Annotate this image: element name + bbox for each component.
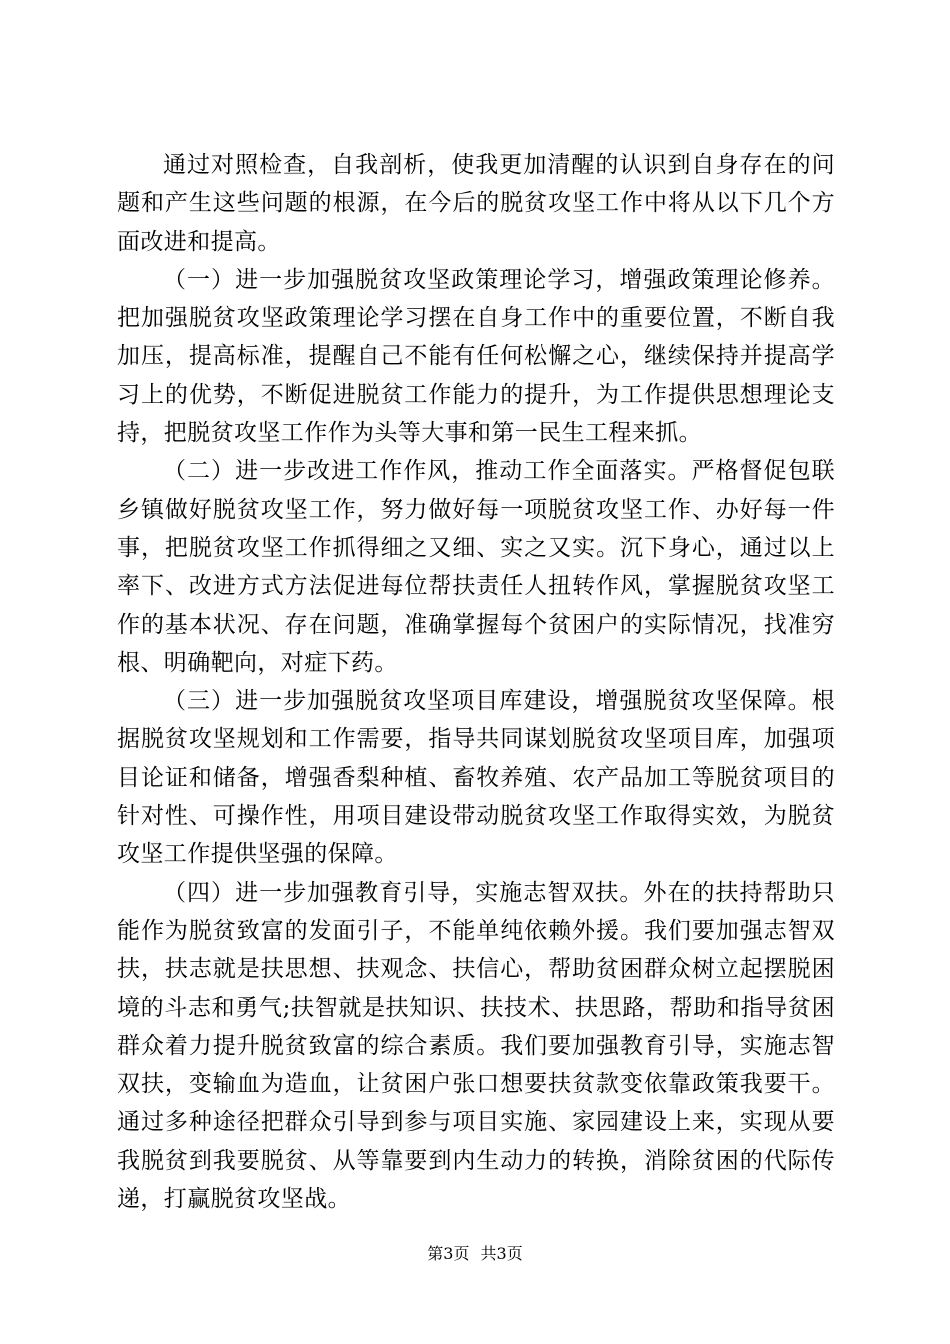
- page-number: 第3页: [427, 1244, 470, 1263]
- document-body: [117, 146, 835, 1218]
- paragraph-section-4: （四）进一步加强教育引导，实施志智双扶。外在的扶持帮助只能作为脱贫致富的发面引子，不能单纯依赖外援。我们要加强志智双扶，扶志就是扶思想、扶观念、扶信心，帮助贫困群众树立起摆脱困境的斗志和勇气;扶智就是扶知识、扶技术、扶思路，帮助和指导贫困群众着力提升脱贫致富的综合素质。我们要加强教育引导，实施志智双扶，变输血为造血，让贫困户张口想要扶贫款变依靠政策我要干。通过多种途径把群众引导到参与项目实施、家园建设上来，实现从要我脱贫到我要脱贫、从等靠要到内生动力的转换，消除贫困的代际传递，打赢脱贫攻坚战。: [117, 879, 835, 1213]
- paragraph-section-3: （三）进一步加强脱贫攻坚项目库建设，增强脱贫攻坚保障。根据脱贫攻坚规划和工作需要，指导共同谋划脱贫攻坚项目库，加强项目论证和储备，增强香梨种植、畜牧养殖、农产品加工等脱贫项目的针对性、可操作性，用项目建设带动脱贫攻坚工作取得实效，为脱贫攻坚工作提供坚强的保障。: [117, 688, 835, 868]
- page-footer: [0, 1244, 950, 1264]
- paragraph-section-2: （二）进一步改进工作作风，推动工作全面落实。严格督促包联乡镇做好脱贫攻坚工作，努力做好每一项脱贫攻坚工作、办好每一件事，把脱贫攻坚工作抓得细之又细、实之又实。沉下身心，通过以上率下、改进方式方法促进每位帮扶责任人扭转作风，掌握脱贫攻坚工作的基本状况、存在问题，准确掌握每个贫困户的实际情况，找准穷根、明确靶向，对症下药。: [117, 458, 835, 676]
- page-total: 共3页: [480, 1244, 523, 1263]
- paragraph-intro: 通过对照检查，自我剖析，使我更加清醒的认识到自身存在的问题和产生这些问题的根源，在今后的脱贫攻坚工作中将从以下几个方面改进和提高。: [117, 152, 835, 255]
- paragraph-section-1: （一）进一步加强脱贫攻坚政策理论学习，增强政策理论修养。把加强脱贫攻坚政策理论学习摆在自身工作中的重要位置，不断自我加压，提高标准，提醒自己不能有任何松懈之心，继续保持并提高学习上的优势，不断促进脱贫工作能力的提升，为工作提供思想理论支持，把脱贫攻坚工作作为头等大事和第一民生工程来抓。: [117, 266, 835, 447]
